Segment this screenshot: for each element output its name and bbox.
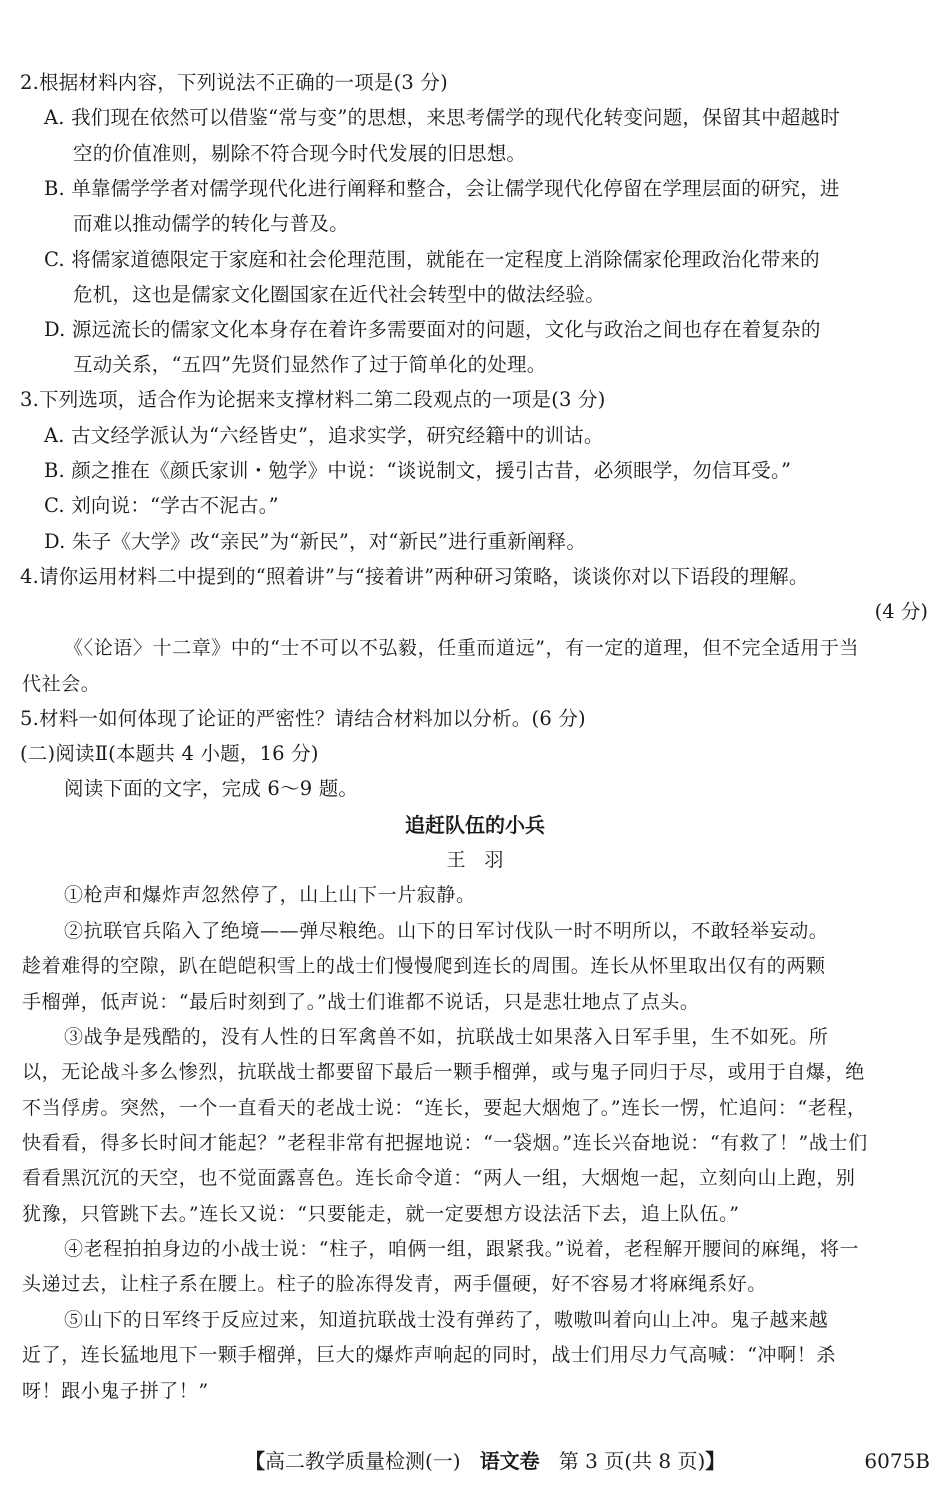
q4-stem: 4.请你运用材料二中提到的“照着讲”与“接着讲”两种研习策略，谈谈你对以下语段的理解。 (20, 565, 809, 588)
page-footer (245, 1448, 725, 1474)
story-paragraph-3-line6: 犹豫，只管跳下去。”连长又说：“只要能走，就一定要想方设法活下去，追上队伍。” (22, 1203, 740, 1225)
q2-option-a-line1: A. 我们现在依然可以借鉴“常与变”的思想，来思考儒学的现代化转变问题，保留其中超越时 (44, 106, 841, 129)
q4-quote-line1: 《〈论语〉十二章》中的“士不可以不弘毅，任重而道远”，有一定的道理，但不完全适用于当 (64, 637, 860, 659)
footer-bracket-close: 】 (705, 1449, 726, 1473)
q2-option-d-line1: D. 源远流长的儒家文化本身存在着许多需要面对的问题，文化与政治之间也存在着复杂的 (44, 318, 821, 341)
q3-option-c: C. 刘向说：“学古不泥古。” (44, 494, 279, 517)
footer-exam-name: 高二教学质量检测(一) (265, 1449, 461, 1473)
story-paragraph-3-line4: 快看看，得多长时间才能起？”老程非常有把握地说：“一袋烟。”连长兴奋地说：“有救了！”战士们 (22, 1132, 868, 1154)
q2-option-b-line2: 而难以推动儒学的转化与普及。 (73, 212, 349, 235)
q3-option-d: D. 朱子《大学》改“亲民”为“新民”，对“新民”进行重新阐释。 (44, 530, 587, 553)
q3-stem: 3.下列选项，适合作为论据来支撑材料二第二段观点的一项是(3 分) (20, 388, 606, 411)
story-paragraph-4-line1: ④老程拍拍身边的小战士说：“柱子，咱俩一组，跟紧我。”说着，老程解开腰间的麻绳，将一 (64, 1238, 860, 1260)
q3-option-a: A. 古文经学派认为“六经皆史”，追求实学，研究经籍中的训诂。 (44, 424, 604, 447)
story-paragraph-2-line3: 手榴弹，低声说：“最后时刻到了。”战士们谁都不说话，只是悲壮地点了点头。 (22, 991, 700, 1013)
story-paragraph-3-line1: ③战争是残酷的，没有人性的日军禽兽不如，抗联战士如果落入日军手里，生不如死。所 (64, 1026, 829, 1048)
footer-page-number: 第 3 页(共 8 页) (558, 1449, 706, 1473)
q5-stem: 5.材料一如何体现了论证的严密性？请结合材料加以分析。(6 分) (20, 707, 586, 730)
story-paragraph-1: ①枪声和爆炸声忽然停了，山上山下一片寂静。 (64, 884, 476, 906)
story-paragraph-3-line2: 以，无论战斗多么惨烈，抗联战士都要留下最后一颗手榴弹，或与鬼子同归于尽，或用于自爆，绝 (22, 1061, 865, 1083)
section2-heading: (二)阅读Ⅱ(本题共 4 小题，16 分) (20, 742, 319, 765)
story-paragraph-2-line1: ②抗联官兵陷入了绝境——弹尽粮绝。山下的日军讨伐队一时不明所以，不敢轻举妄动。 (64, 920, 829, 942)
footer-subject: 语文卷 (479, 1449, 540, 1473)
q2-option-a-line2: 空的价值准则，剔除不符合现今时代发展的旧思想。 (73, 142, 527, 165)
section2-instruction: 阅读下面的文字，完成 6～9 题。 (64, 777, 359, 800)
q4-quote-line2: 代社会。 (22, 673, 101, 695)
story-paragraph-2-line2: 趁着难得的空隙，趴在皑皑积雪上的战士们慢慢爬到连长的周围。连长从怀里取出仅有的两颗 (22, 955, 826, 977)
story-author: 王 羽 (446, 849, 504, 871)
footer-bracket-open: 【 (245, 1449, 265, 1473)
q2-option-c-line1: C. 将儒家道德限定于家庭和社会伦理范围，就能在一定程度上消除儒家伦理政治化带来的 (44, 248, 820, 271)
story-paragraph-4-line2: 头递过去，让柱子系在腰上。柱子的脸冻得发青，两手僵硬，好不容易才将麻绳系好。 (22, 1273, 767, 1295)
footer-exam-code: 6075B (864, 1449, 930, 1473)
q2-option-b-line1: B. 单靠儒学学者对儒学现代化进行阐释和整合，会让儒学现代化停留在学理层面的研究，进 (44, 177, 840, 200)
q4-score: (4 分) (874, 600, 928, 623)
q2-option-c-line2: 危机，这也是儒家文化圈国家在近代社会转型中的做法经验。 (73, 283, 605, 306)
q2-option-d-line2: 互动关系，“五四”先贤们显然作了过于简单化的处理。 (73, 353, 547, 376)
story-paragraph-3-line5: 看看黑沉沉的天空，也不觉面露喜色。连长命令道：“两人一组，大烟炮一起，立刻向山上跑，别 (22, 1167, 856, 1189)
story-paragraph-5-line2: 近了，连长猛地甩下一颗手榴弹，巨大的爆炸声响起的同时，战士们用尽力气高喊：“冲啊！杀 (22, 1344, 836, 1366)
story-paragraph-5-line3: 呀！跟小鬼子拼了！” (22, 1380, 209, 1402)
story-paragraph-5-line1: ⑤山下的日军终于反应过来，知道抗联战士没有弹药了，嗷嗷叫着向山上冲。鬼子越来越 (64, 1309, 829, 1331)
q3-option-b: B. 颜之推在《颜氏家训・勉学》中说：“谈说制文，援引古昔，必须眼学，勿信耳受。” (44, 459, 792, 482)
story-paragraph-3-line3: 不当俘虏。突然，一个一直看天的老战士说：“连长，要起大烟炮了。”连长一愣，忙追问：“老程， (22, 1097, 867, 1119)
story-title: 追赶队伍的小兵 (405, 813, 545, 837)
q2-stem: 2.根据材料内容，下列说法不正确的一项是(3 分) (20, 71, 448, 94)
